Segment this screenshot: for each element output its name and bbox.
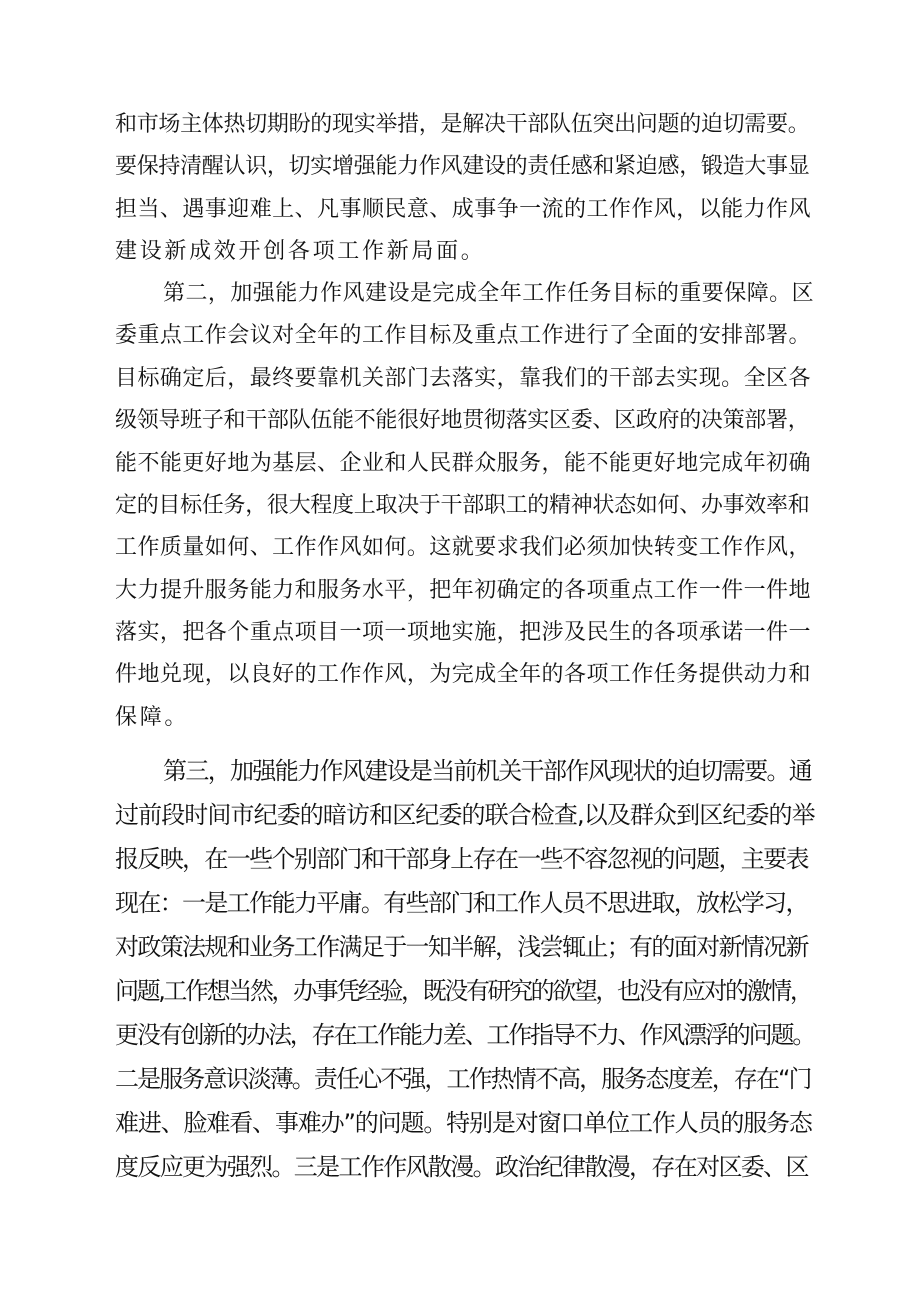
text-line: 落实，把各个重点项目一项一项地实施，把涉及民生的各项承诺一件一 (115, 620, 811, 645)
text-line: 能不能更好地为基层、企业和人民群众服务，能不能更好地完成年初确 (115, 451, 811, 476)
text-line: 目标确定后，最终要靠机关部门去落实，靠我们的干部去实现。全区各 (115, 366, 811, 391)
text-line: 件地兑现，以良好的工作作风，为完成全年的各项工作任务提供动力和 (115, 662, 811, 687)
text-line: 委重点工作会议对全年的工作目标及重点工作进行了全面的安排部署。 (115, 323, 811, 348)
text-line: 现在：一是工作能力平庸。有些部门和工作人员不思进取，放松学习， (115, 889, 808, 917)
text-line: 问题,工作想当然，办事凭经验，既没有研究的欲望，也没有应对的激情， (115, 977, 812, 1005)
text-line: 更没有创新的办法，存在工作能力差、工作指导不力、作风漂浮的问题。 (115, 1021, 815, 1049)
paragraph-third-start: 第三，加强能力作风建设是当前机关干部作风现状的迫切需要。通 (163, 757, 812, 785)
text-line: 和市场主体热切期盼的现实举措，是解决干部队伍突出问题的迫切需要。 (115, 112, 810, 137)
text-line: 二是服务意识淡薄。责任心不强，工作热情不高，服务态度差，存在“门 (115, 1065, 811, 1093)
text-line: 大力提升服务能力和服务水平，把年初确定的各项重点工作一件一件地 (115, 578, 811, 603)
text-line: 要保持清醒认识，切实增强能力作风建设的责任感和紧迫感，锻造大事显 (115, 154, 810, 179)
text-line: 工作质量如何、工作作风如何。这就要求我们必须加快转变工作作风， (115, 535, 811, 560)
text-line: 保障。 (115, 705, 190, 730)
text-line: 过前段时间市纪委的暗访和区纪委的联合检查,以及群众到区纪委的举 (115, 801, 815, 829)
text-line: 度反应更为强烈。三是工作作风散漫。政治纪律散漫，存在对区委、区 (115, 1153, 808, 1181)
text-line: 建设新成效开创各项工作新局面。 (115, 239, 486, 264)
text-line: 定的目标任务，很大程度上取决于干部职工的精神状态如何、办事效率和 (115, 493, 810, 518)
text-line: 难进、脸难看、事难办”的问题。特别是对窗口单位工作人员的服务态 (115, 1109, 812, 1137)
text-line: 级领导班子和干部队伍能不能很好地贯彻落实区委、区政府的决策部署， (115, 408, 810, 433)
text-line: 报反映，在一些个别部门和干部身上存在一些不容忽视的问题，主要表 (115, 845, 808, 873)
text-line: 对政策法规和业务工作满足于一知半解，浅尝辄止；有的面对新情况新 (115, 933, 808, 961)
text-line: 担当、遇事迎难上、凡事顺民意、成事争一流的工作作风，以能力作风 (115, 197, 811, 222)
paragraph-second-start: 第二，加强能力作风建设是完成全年工作任务目标的重要保障。区 (163, 281, 815, 306)
